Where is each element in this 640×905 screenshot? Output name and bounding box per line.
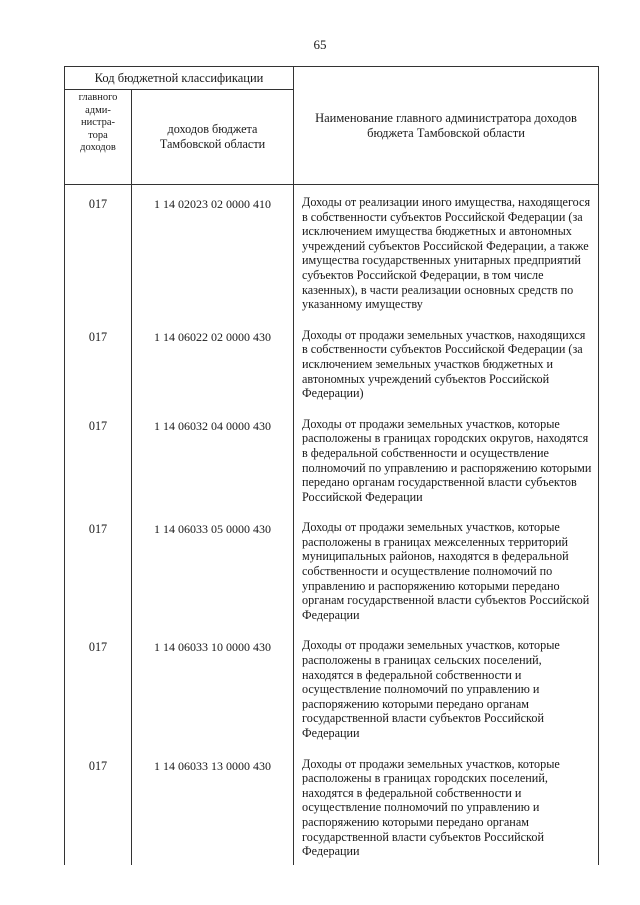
table-row bbox=[65, 185, 599, 318]
admin-code-cell: 017 bbox=[65, 318, 132, 407]
admin-code-cell: 017 bbox=[65, 185, 132, 318]
table-header bbox=[65, 67, 599, 185]
header-budget-revenue: доходов бюджета Тамбовской области bbox=[132, 90, 294, 185]
table-row bbox=[65, 747, 599, 865]
revenue-name-cell: Доходы от продажи земельных участков, которые расположены в границах городских округов, находятся в федеральной собственности и осуществление полномочий по управлению и распоряжению которыми передано органам государственной власти субъектов Российской Федерации bbox=[294, 407, 599, 511]
budget-code-cell: 1 14 06033 13 0000 430 bbox=[132, 747, 294, 865]
admin-code-cell: 017 bbox=[65, 510, 132, 628]
table-row bbox=[65, 510, 599, 628]
budget-code-cell: 1 14 06033 05 0000 430 bbox=[132, 510, 294, 628]
admin-code-cell: 017 bbox=[65, 628, 132, 746]
budget-code-cell: 1 14 02023 02 0000 410 bbox=[132, 185, 294, 318]
budget-classification-table bbox=[64, 66, 599, 865]
admin-code-cell: 017 bbox=[65, 747, 132, 865]
revenue-name-cell: Доходы от продажи земельных участков, которые расположены в границах сельских поселений, находятся в федеральной собственности и осуществление полномочий по управлению и распоряжению которыми передано органам государственной власти субъектов Российской Федерации bbox=[294, 628, 599, 746]
revenue-name-cell: Доходы от продажи земельных участков, которые расположены в границах межселенных территорий муниципальных районов, находятся в федеральной собственности и осуществление полномочий по управлению и распоряжению которыми передано органам государственной власти субъектов Российской Федерации bbox=[294, 510, 599, 628]
revenue-name-cell: Доходы от продажи земельных участков, находящихся в собственности субъектов Российской Федерации (за исключением земельных участков бюджетных и автономных учреждений субъектов Российской Федерации) bbox=[294, 318, 599, 407]
table-row bbox=[65, 407, 599, 511]
header-classification-code: Код бюджетной классификации bbox=[65, 67, 294, 90]
revenue-name-cell: Доходы от продажи земельных участков, которые расположены в границах городских поселений, находятся в федеральной собственности и осуществление полномочий по управлению и распоряжению которыми передано органам государственной власти субъектов Российской Федерации bbox=[294, 747, 599, 865]
budget-code-cell: 1 14 06033 10 0000 430 bbox=[132, 628, 294, 746]
admin-code-cell: 017 bbox=[65, 407, 132, 511]
revenue-name-cell: Доходы от реализации иного имущества, находящегося в собственности субъектов Российской Федерации (за исключением имущества бюджетных и автономных учреждений субъектов Российской Федерации, а также имущества государственных унитарных предприятий субъектов Российской Федерации, в том числе казенных), в части реализации основных средств по указанному имуществу bbox=[294, 185, 599, 318]
budget-code-cell: 1 14 06032 04 0000 430 bbox=[132, 407, 294, 511]
budget-code-cell: 1 14 06022 02 0000 430 bbox=[132, 318, 294, 407]
header-main-administrator: главного адми- нистра- тора доходов bbox=[65, 90, 132, 185]
table-row bbox=[65, 628, 599, 746]
page-number: 65 bbox=[313, 37, 327, 52]
header-administrator-name: Наименование главного администратора доходов бюджета Тамбовской области bbox=[294, 67, 599, 185]
table-body bbox=[65, 185, 599, 865]
table-row bbox=[65, 318, 599, 407]
